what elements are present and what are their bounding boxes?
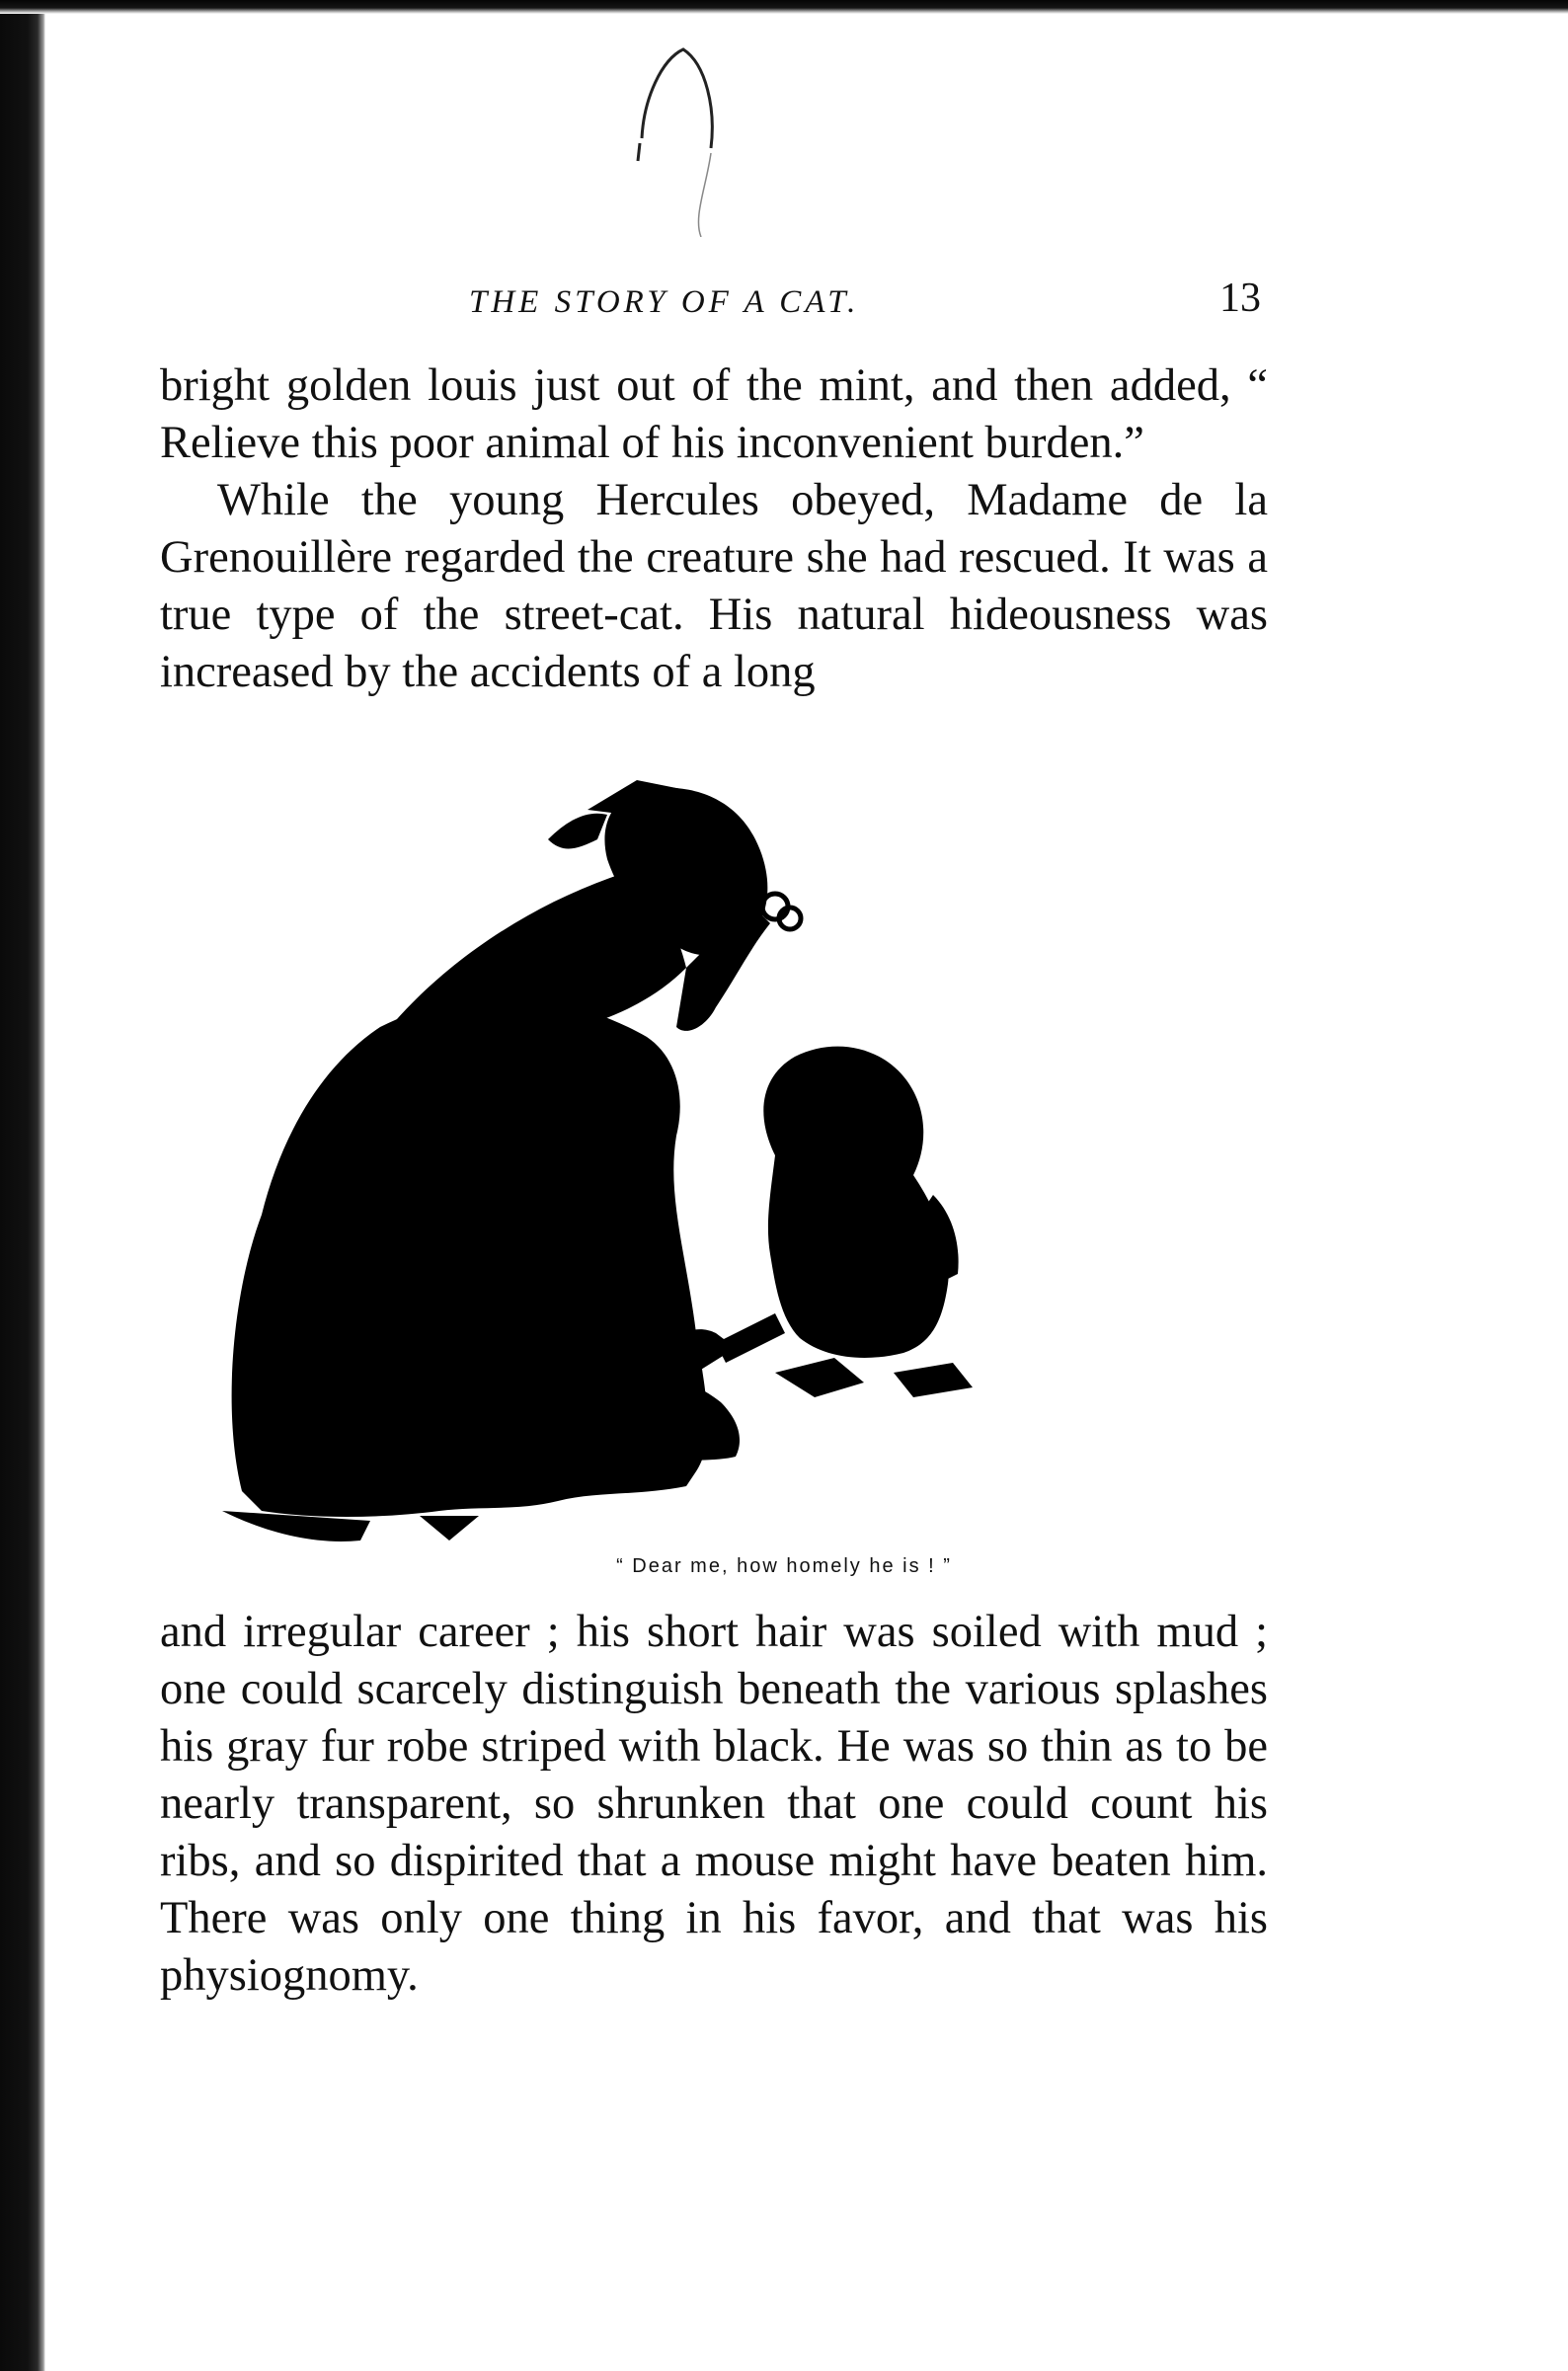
pencil-mark-icon — [612, 40, 750, 237]
silhouette-illustration-icon — [222, 780, 1239, 1560]
body-text-top — [160, 357, 1268, 701]
paragraph: and irregular career ; his short hair was soiled with mud ; one could scarcely distinguish beneath the various splashes his gray fur robe striped with black. He was so thin as to be nearly transparent, so shrunken that one could count his ribs, and so dispirited that a mouse might have beaten him. There was only one thing in his favor, and that was his physiognomy. — [160, 1607, 1268, 2001]
scan-border-left — [0, 0, 45, 2371]
body-text-bottom — [160, 1604, 1268, 2005]
illustration-caption: “ Dear me, how homely he is ! ” — [616, 1555, 952, 1577]
paragraph: While the young Hercules obeyed, Madame de la Grenouillère regarded the creature she had rescued. It was a true type of the street-cat. His natural hideousness was increased by the accidents of a long — [160, 475, 1268, 697]
running-title: THE STORY OF A CAT. — [469, 284, 860, 320]
scan-border-top — [0, 0, 1568, 14]
paragraph: bright golden louis just out of the mint, and then added, “ Relieve this poor animal of his inconvenient burden.” — [160, 360, 1268, 468]
page-number: 13 — [1219, 276, 1261, 321]
page-header — [163, 275, 1261, 334]
